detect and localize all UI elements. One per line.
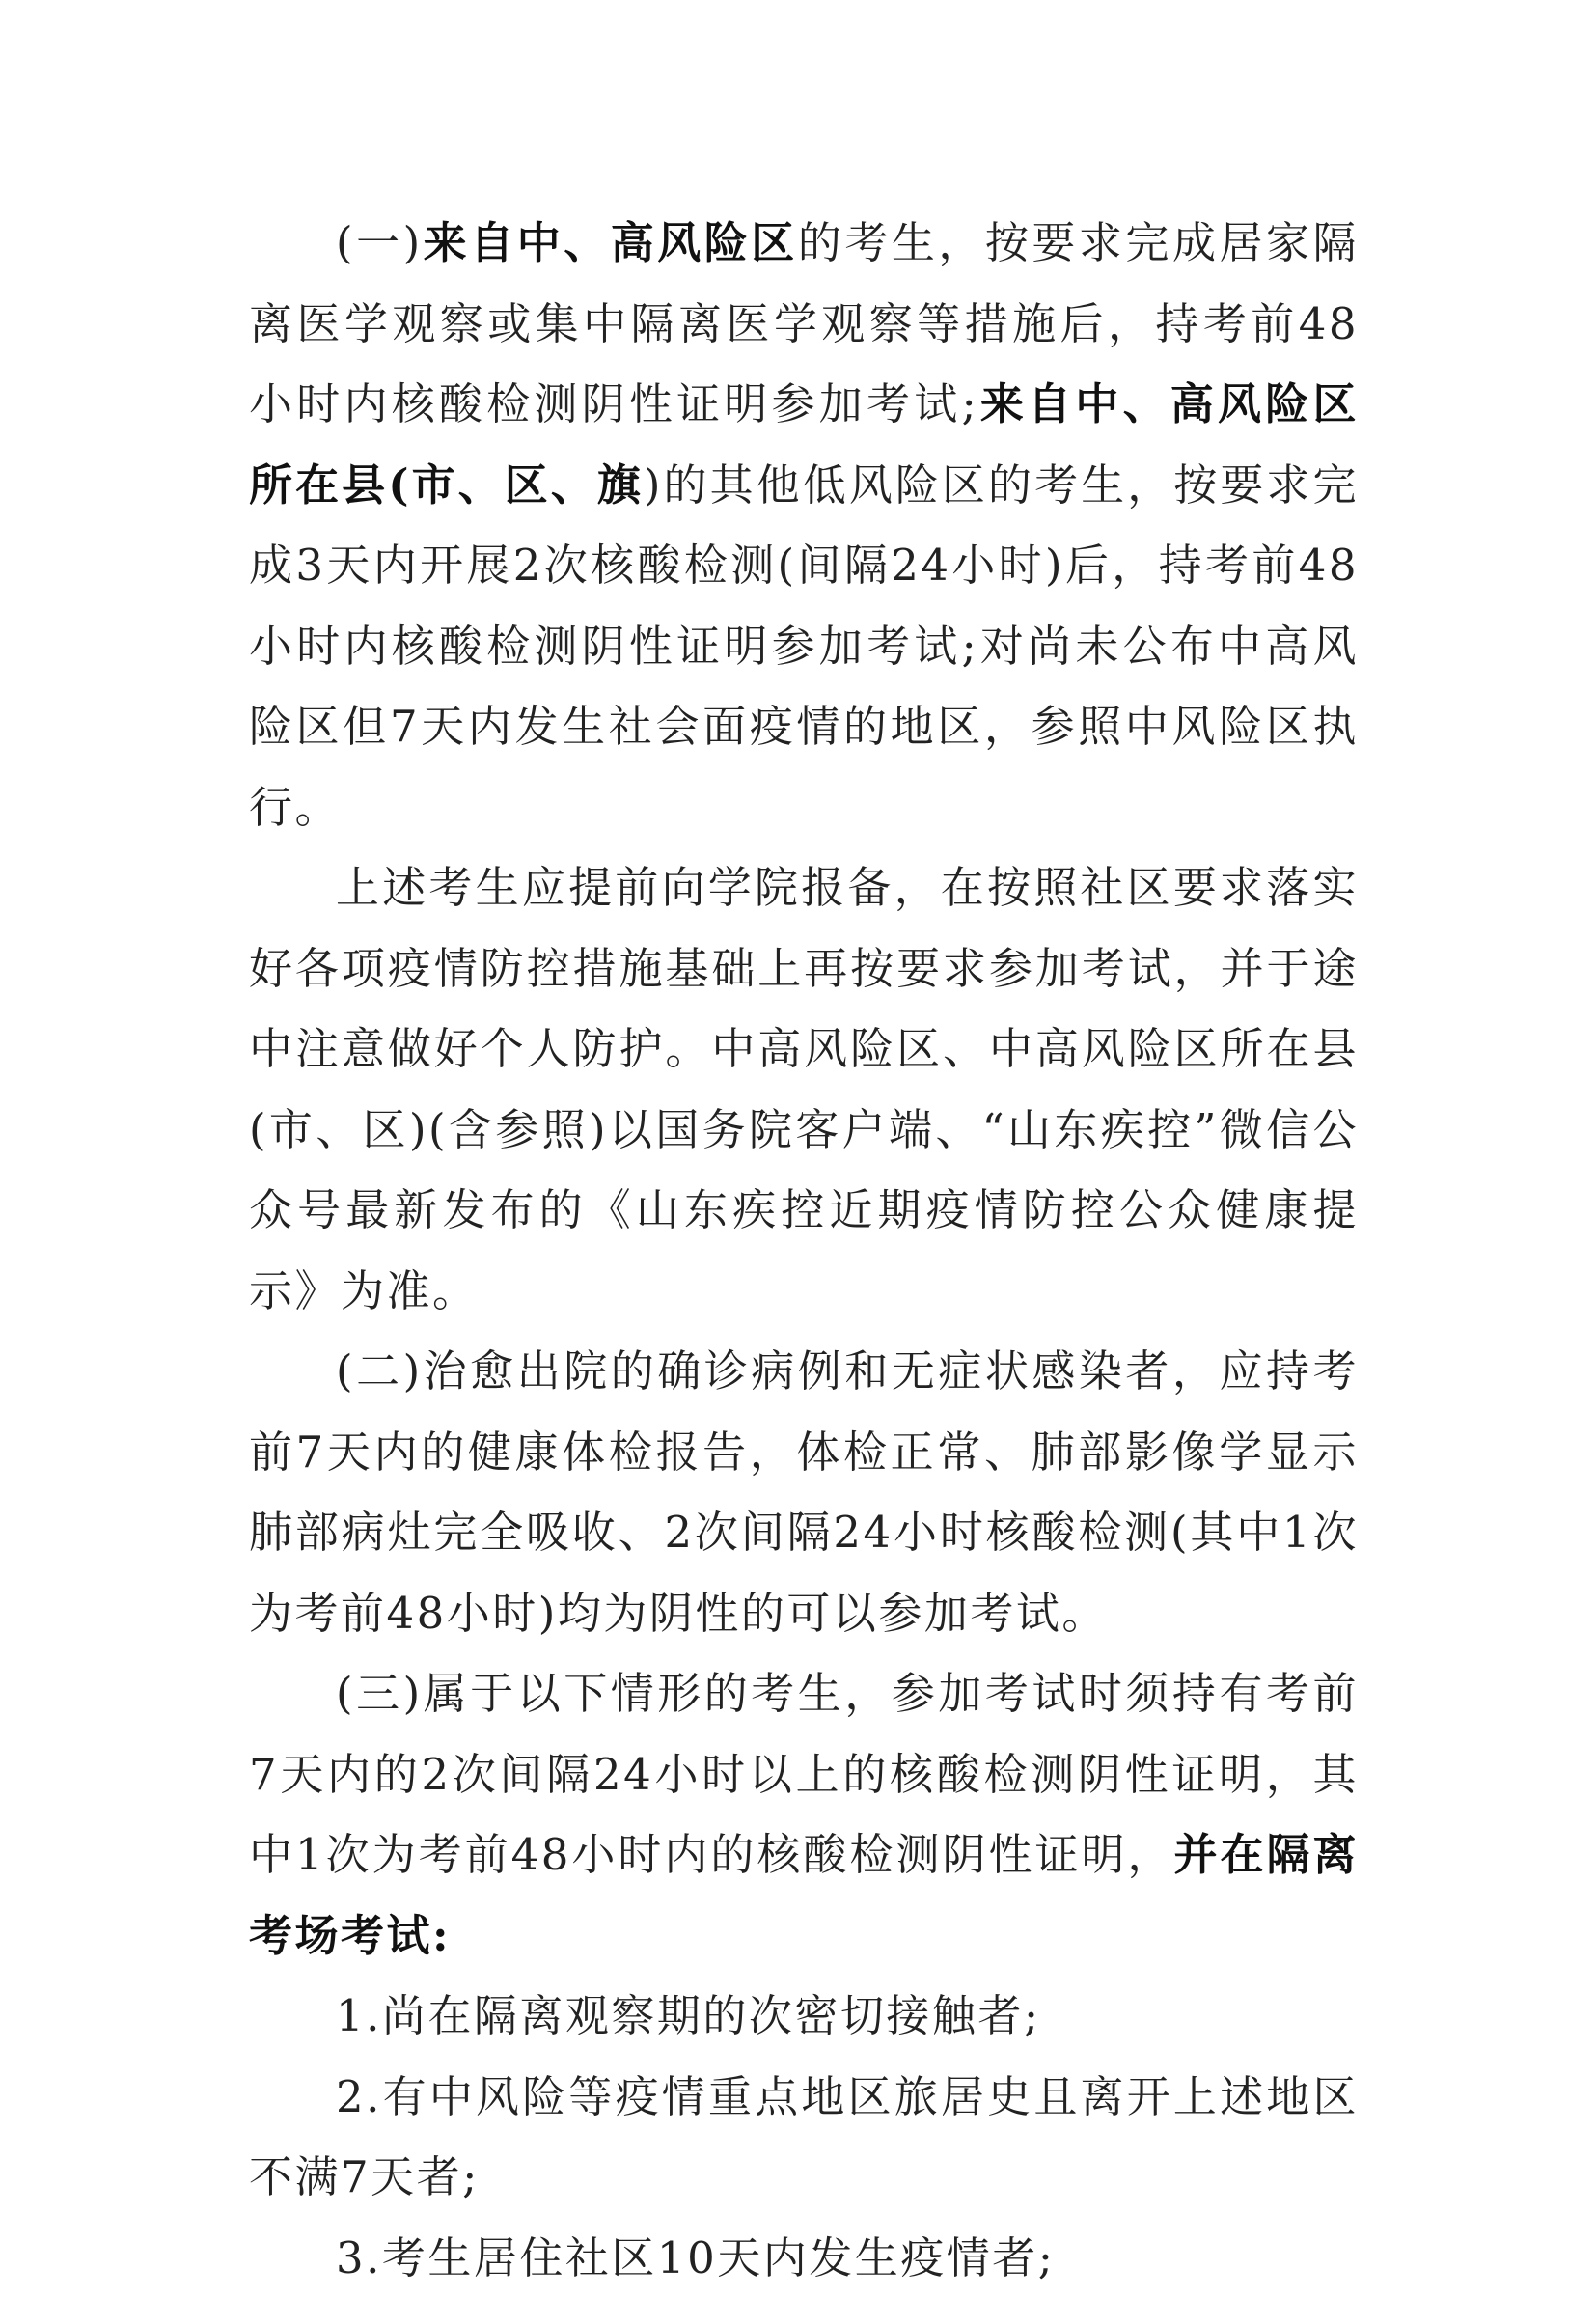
text-run-bold: 来自中、高风险区 [423,217,798,268]
paragraph-isolation-exam-room [249,1653,1359,1976]
text-run: 3.考生居住社区10天内发生疫情者; [336,2232,1055,2284]
paragraph-report-requirement [249,847,1359,1331]
list-item-3 [249,2218,1359,2298]
text-run: (二)治愈出院的确诊病例和无症状感染者，应持考前7天内的健康体检报告，体检正常、肺部影像学显示肺部病灶完全吸收、2次间隔24小时核酸检测(其中1次为考前48小时)均为阴性的可以参加考试。 [249,1345,1359,1639]
text-run: 的考生，按要求完成居家隔离医学观察或集中隔离医学观察等措施后，持考前48小时内核酸检测阴性证明参加考试; [249,217,1359,429]
text-run: )的其他低风险区的考生，按要求完成3天内开展2次核酸检测(间隔24小时)后，持考前48小时内核酸检测阴性证明参加考试;对尚未公布中高风险区但7天内发生社会面疫情的地区，参照中风险区执行。 [249,459,1359,833]
list-item-1 [249,1976,1359,2057]
text-run: (一) [336,217,423,268]
text-run: 2.有中风险等疫情重点地区旅居史且离开上述地区不满7天者; [249,2071,1359,2203]
text-run: 上述考生应提前向学院报备，在按照社区要求落实好各项疫情防控措施基础上再按要求参加考试，并于途中注意做好个人防护。中高风险区、中高风险区所在县(市、区)(含参照)以国务院客户端、“山东疾控”微信公众号最新发布的《山东疾控近期疫情防控公众健康提示》为准。 [249,862,1359,1316]
paragraph-recovered-cases [249,1331,1359,1653]
text-run-bold: 来自中、高风险区所在县(市、区、旗 [249,378,1359,511]
list-item-2 [249,2057,1359,2218]
text-run: 1.尚在隔离观察期的次密切接触者; [336,1990,1041,2041]
paragraph-high-risk-area [249,203,1359,847]
document-body [249,203,1359,2298]
text-run-bold: 并在隔离考场考试: [249,1829,1359,1961]
text-run: (三)属于以下情形的考生，参加考试时须持有考前7天内的2次间隔24小时以上的核酸检测阴性证明，其中1次为考前48小时内的核酸检测阴性证明， [249,1668,1359,1880]
